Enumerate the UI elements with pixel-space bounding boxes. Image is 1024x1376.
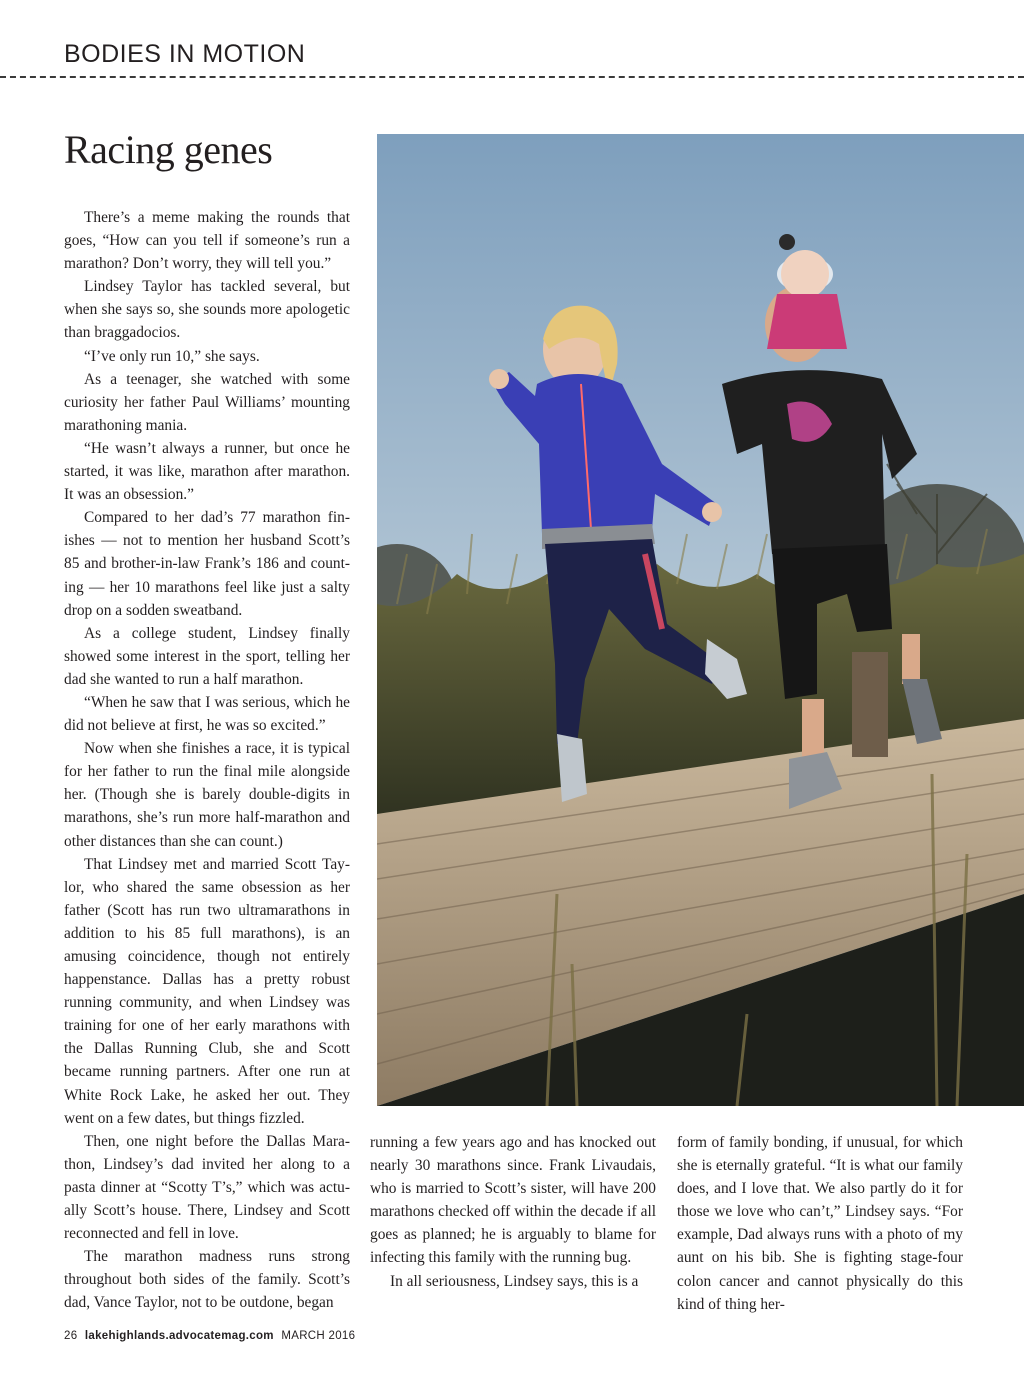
page-number: 26	[64, 1330, 78, 1342]
paragraph: “I’ve only run 10,” she says.	[84, 347, 260, 365]
header-divider	[0, 76, 1024, 78]
issue-date: MARCH 2016	[281, 1330, 356, 1342]
paragraph: form of family bonding, if unusual, for which she is eternally grateful. “It is what our family does, and I love that. We also partly do it for those we love who can’t,” Lindsey says. “For example, Dad always runs with a photo of my aunt on his bib. She is fighting stage-four colon cancer and cannot physically do this kind of thing her-	[677, 1134, 963, 1313]
column-2	[370, 1131, 656, 1293]
paragraph: Now when she finishes a race, it is typical for her father to run the final mile alongside her. (Though she is barely double-digits in marathons, she’s run more half-marathon and other distances than she can count.)	[64, 740, 350, 850]
column-1	[64, 206, 350, 1315]
feature-photo	[377, 134, 1024, 1106]
paragraph: In all seriousness, Lindsey says, this is a	[390, 1272, 639, 1290]
column-3	[677, 1131, 963, 1316]
paragraph: As a college student, Lindsey finally showed some interest in the sport, telling her dad she wanted to run a half marathon.	[64, 624, 350, 688]
paragraph: “He wasn’t always a runner, but once he started, it was like, marathon after marathon. It was an obsession.”	[64, 439, 350, 504]
paragraph: “When he saw that I was serious, which he did not believe at first, he was so excited.”	[64, 693, 350, 735]
page-footer	[64, 1330, 355, 1342]
paragraph: There’s a meme making the rounds that goes, “How can you tell if someone’s run a marathon? Don’t worry, they will tell you.”	[64, 209, 350, 273]
paragraph: Compared to her dad’s 77 marathon finishes — not to mention her husband Scott’s 85 and brother-in-law Frank’s 186 and counting — her 10 marathons feel like just a salty drop on a sodden sweatband.	[64, 509, 350, 619]
paragraph: That Lindsey met and married Scott Taylor, who shared the same obsession as her father (Scott has run two ultramarathons in addition to his 85 full marathons), is an amusing coincidence, though not entirely happenstance. Dallas has a pretty robust running community, and when Lindsey was training for one of her early marathons with the Dallas Running Club, she and Scott became running partners. After one run at White Rock Lake, he asked her out. They went on a few dates, but things fizzled.	[64, 855, 350, 1127]
paragraph: As a teenager, she watched with some curiosity her father Paul Williams’ mounting marathoning mania.	[64, 370, 350, 434]
site-url[interactable]: lakehighlands.advocatemag.com	[84, 1330, 274, 1342]
paragraph: Lindsey Taylor has tackled several, but when she says so, she sounds more apologetic than braggadocios.	[64, 278, 350, 342]
paragraph: Then, one night before the Dallas Marathon, Lindsey’s dad invited her along to a pasta dinner at “Scotty T’s,” which was actually Scott’s house. There, Lindsey and Scott reconnected and fell in love.	[64, 1132, 350, 1243]
section-label: BODIES IN MOTION	[64, 40, 306, 68]
paragraph: running a few years ago and has knocked out nearly 30 marathons since. Frank Livaudais, who is married to Scott’s sister, will have 200 marathons checked off within the decade if all goes as planned; he is arguably to blame for infecting this family with the running bug.	[370, 1134, 656, 1267]
article-title: Racing genes	[64, 127, 273, 172]
paragraph: The marathon madness runs strong throughout both sides of the family. Scott’s dad, Vance Taylor, not to be outdone, began	[64, 1248, 350, 1312]
